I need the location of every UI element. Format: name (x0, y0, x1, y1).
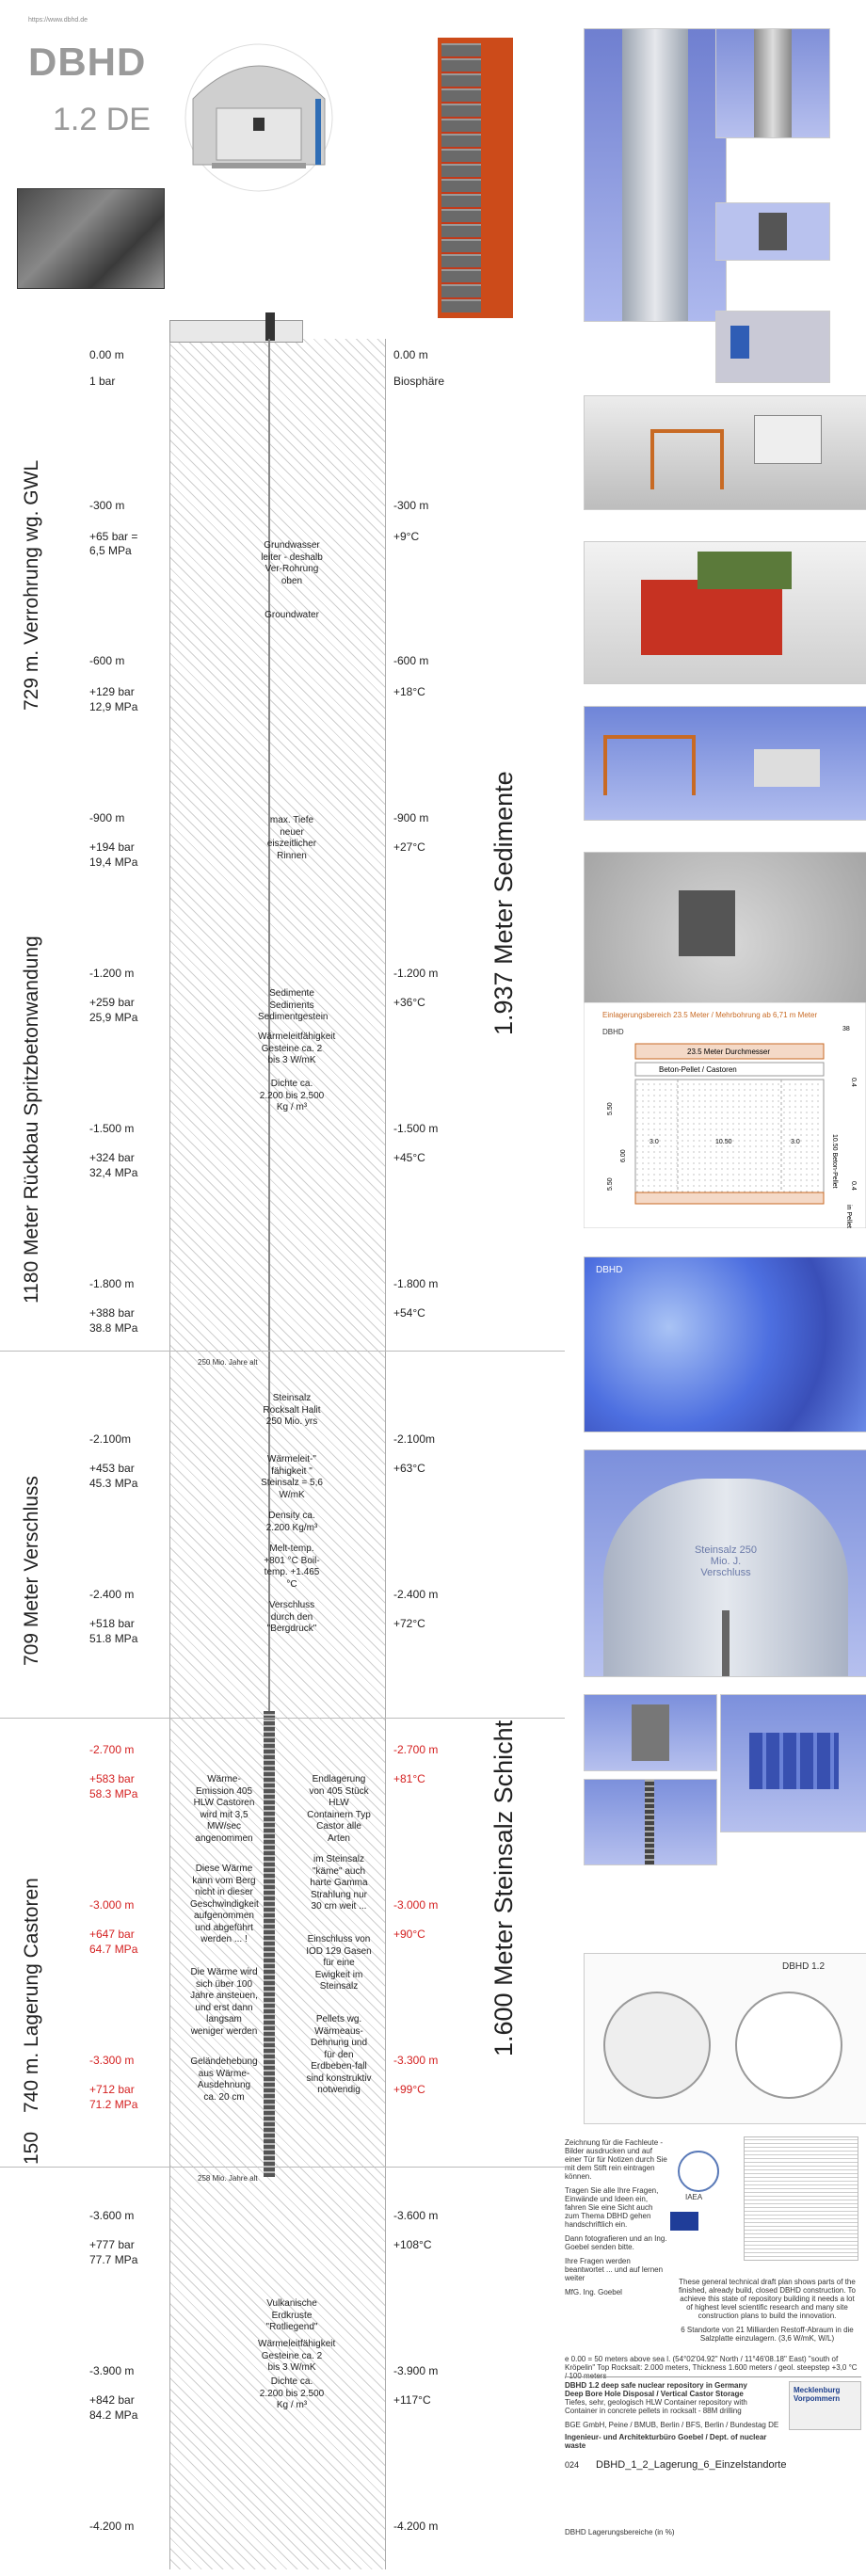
geology-note-14: Pellets wg. Wärmeaus-Dehnung und für den Erdbeben-fall sind konstruktiv notwendig (306, 2014, 372, 2095)
render-borehole-column (584, 28, 727, 322)
footer-note-left (565, 2138, 668, 2296)
geology-note-0: Grundwasser leiter - deshalb Ver-Rohrung oben (261, 540, 323, 586)
plan-pellet: Beton-Pellet / Castoren (659, 1065, 737, 1074)
depth-right-36: +108°C (393, 2238, 432, 2251)
depth-left-0: 0.00 m (89, 348, 124, 361)
geology-note-13: Einschluss von IOD 129 Gasen für eine Ewigkeit im Steinsalz (306, 1934, 372, 1992)
plan-dim-b: 10.50 (715, 1139, 732, 1145)
geology-note-1: Groundwater (265, 610, 319, 620)
depth-left-2: -300 m (89, 499, 125, 512)
geology-note-21: Dichte ca. 2.200 bis 2.500 Kg / m³ (259, 2376, 325, 2410)
depth-left-13: 25,9 MPa (89, 1011, 138, 1024)
depth-left-41: -4.200 m (89, 2520, 135, 2533)
footer-center-1: These general technical draft plan shows parts of the finished, already build, closed DBHD construction. To achieve this state of repository building it needs a lot of highest level scientific research and many site construction plans to build the innovation. (679, 2278, 856, 2320)
depth-right-33: +99°C (393, 2083, 425, 2096)
plan-left-dim-b: 6.00 (620, 1149, 627, 1162)
geology-note-5: Dichte ca. 2.200 bis 2.500 Kg / m³ (259, 1079, 325, 1112)
epoch-label-1: 258 Mio. Jahre alt (198, 2174, 258, 2183)
storage-plan-drawing (584, 1002, 866, 1228)
sheet-name: DBHD_1_2_Lagerung_6_Einzelstandorte (596, 2459, 787, 2471)
depth-left-32: -3.300 m (89, 2054, 135, 2067)
depth-left-34: 71.2 MPa (89, 2098, 138, 2111)
iaea-label: IAEA (685, 2193, 703, 2201)
plan-dbhd-label: DBHD (602, 1028, 624, 1036)
render-storage-string (584, 1779, 717, 1865)
section-divider (0, 1718, 565, 1719)
section-label-rocksalt: 1.600 Meter Steinsalz Schicht (489, 1720, 518, 2056)
render-shaft-segment (715, 202, 830, 261)
mv-logo-text: Mecklenburg Vorpommern (794, 2386, 841, 2403)
geology-note-17: Die Wärme wird sich über 100 Jahre ansteuen, und erst dann langsam weniger werden (190, 1967, 258, 2037)
shaft-top-drawing (174, 42, 344, 193)
render-shaft-closeup (715, 28, 830, 138)
plan-diameter: 23.5 Meter Durchmesser (687, 1048, 771, 1056)
site-plan-title: DBHD 1.2 (782, 1961, 826, 1972)
title-block (565, 2376, 861, 2547)
depth-right-14: -1.500 m (393, 1122, 439, 1135)
plan-left-dim-c: 5.50 (607, 1177, 614, 1191)
depth-right-21: +63°C (393, 1462, 425, 1475)
depth-right-23: -2.400 m (393, 1588, 439, 1601)
depth-left-31: 64.7 MPa (89, 1943, 138, 1956)
render-castor-group (720, 1694, 866, 1832)
castor-storage-string (264, 1711, 275, 2177)
depth-left-23: -2.400 m (89, 1588, 135, 1601)
footer-note-3: Dann fotografieren und an Ing. Goebel senden bitte. (565, 2234, 667, 2251)
depth-left-27: +583 bar (89, 1772, 135, 1785)
render-drill-tower (584, 706, 866, 821)
mv-logo (789, 2381, 861, 2430)
page-url: https://www.dbhd.de (28, 17, 88, 24)
depth-right-35: -3.600 m (393, 2209, 439, 2222)
plan-dim-f: 0.4 (850, 1181, 857, 1191)
title-block-1: DBHD 1.2 deep safe nuclear repository in Germany (565, 2381, 747, 2390)
depth-right-41: -4.200 m (393, 2520, 439, 2533)
geology-note-3: Sedimente Sediments Sedimentgestein (258, 988, 329, 1022)
site-map (584, 1256, 866, 1432)
depth-right-20: -2.100m (393, 1432, 436, 1446)
depth-right-6: +18°C (393, 685, 425, 698)
depth-left-18: +388 bar (89, 1306, 135, 1320)
depth-right-1: Biosphäre (393, 375, 445, 388)
depth-left-35: -3.600 m (89, 2209, 135, 2222)
depth-left-37: 77.7 MPa (89, 2253, 138, 2266)
surface-building (169, 320, 303, 343)
footer-coordinates: e 0.00 = 50 meters above sea l. (54°02'04.92" North / 11°46'08.18" East) "south of Kröpelin" Top Rocksalt: 2.000 meters, Thickness 1.600 meters / geol. steepstep +3,0 °C / 100 meters (565, 2355, 858, 2380)
section-label-sediments: 1.937 Meter Sedimente (489, 771, 518, 1035)
plan-dim-c: 3.0 (791, 1139, 800, 1145)
section-divider (0, 2167, 565, 2168)
geology-note-15: Wärme-Emission 405 HLW Castoren wird mit 3,5 MW/sec angenommen (193, 1774, 255, 1844)
depth-right-0: 0.00 m (393, 348, 428, 361)
epoch-label-0: 250 Mio. Jahre alt (198, 1358, 258, 1367)
depth-right-30: +90°C (393, 1928, 425, 1941)
render-drill-site-2 (584, 541, 866, 684)
depth-left-14: -1.500 m (89, 1122, 135, 1135)
depth-left-25: 51.8 MPa (89, 1632, 138, 1645)
geology-note-12: im Steinsalz "käme" auch harte Gamma Strahlung nur 30 cm weit ... (310, 1854, 368, 1912)
footer-note-1: Zeichnung für die Fachleute - Bilder ausdrucken und auf einer Tür für Notizen durch Sie mit dem Stift rein eintragen können. (565, 2138, 667, 2181)
geology-note-8: Density ca. 2.200 Kg/m³ (265, 1511, 318, 1533)
depth-left-10: 19,4 MPa (89, 856, 138, 869)
title-block-4: BGE GmbH, Peine / BMUB, Berlin / BFS, Berlin / Bundestag DE (565, 2421, 779, 2429)
depth-left-30: +647 bar (89, 1928, 135, 1941)
depth-left-26: -2.700 m (89, 1743, 135, 1756)
geology-note-16: Diese Wärme kann vom Berg nicht in dieser Geschwindigkeit aufgenommen und abgeführt werden ... ! (190, 1864, 259, 1944)
render-castor-cross-section (584, 1694, 717, 1771)
plan-scale-top: 38 (842, 1026, 850, 1032)
depth-left-6: +129 bar (89, 685, 135, 698)
geology-note-19: Vulkanische Erdkruste "Rotliegend" (265, 2298, 318, 2332)
materials-panel (438, 38, 525, 318)
depth-left-9: +194 bar (89, 840, 135, 854)
plan-dim-g: in Pellet (845, 1205, 852, 1228)
project-subtitle: 1.2 DE (53, 102, 151, 137)
bottom-note: DBHD Lagerungsbereiche (in %) (565, 2528, 675, 2536)
depth-right-9: +27°C (393, 840, 425, 854)
surface-tower (265, 312, 275, 341)
render-salt-seal (584, 1449, 866, 1677)
sheet-number: 024 (565, 2460, 580, 2470)
footer-note-4: Ihre Fragen werden beantwortet ... und auf lernen weiter (565, 2257, 664, 2282)
geology-note-6: Steinsalz Rocksalt Halit 250 Mio. yrs (263, 1393, 321, 1427)
depth-right-27: +81°C (393, 1772, 425, 1785)
geology-note-11: Endlagerung von 405 Stück HLW Containern Typ Castor alle Arten (307, 1774, 371, 1844)
depth-left-28: 58.3 MPa (89, 1787, 138, 1800)
depth-left-1: 1 bar (89, 375, 116, 388)
depth-left-8: -900 m (89, 811, 125, 824)
depth-left-39: +842 bar (89, 2393, 135, 2407)
depth-right-32: -3.300 m (393, 2054, 439, 2067)
render-excavator (584, 852, 866, 1004)
depth-right-8: -900 m (393, 811, 429, 824)
depth-left-20: -2.100m (89, 1432, 132, 1446)
section-label-casing: 729 m. Verrohrung wg. GWL (21, 459, 42, 711)
depth-left-5: -600 m (89, 654, 125, 667)
depth-left-21: +453 bar (89, 1462, 135, 1475)
site-plan-drawing (584, 1953, 866, 2124)
depth-left-24: +518 bar (89, 1617, 135, 1630)
depth-right-5: -600 m (393, 654, 429, 667)
plan-dim-e: 0.4 (850, 1078, 857, 1087)
render-pit (715, 311, 830, 383)
depth-right-3: +9°C (393, 530, 420, 543)
section-divider (0, 1351, 565, 1352)
site-photo (17, 188, 165, 289)
depth-right-15: +45°C (393, 1151, 425, 1164)
depth-left-19: 38.8 MPa (89, 1321, 138, 1335)
depth-left-16: 32,4 MPa (89, 1166, 138, 1179)
plan-dim-d: 10.50 Beton-Pellet (831, 1134, 838, 1189)
depth-right-26: -2.700 m (393, 1743, 439, 1756)
map-label: DBHD (596, 1265, 623, 1275)
eu-flag (670, 2212, 698, 2231)
render-drill-site-1 (584, 395, 866, 510)
depth-left-17: -1.800 m (89, 1277, 135, 1290)
depth-right-2: -300 m (393, 499, 429, 512)
depth-right-29: -3.000 m (393, 1898, 439, 1912)
depth-left-12: +259 bar (89, 996, 135, 1009)
plan-title: Einlagerungsbereich 23.5 Meter / Mehrbohrung ab 6,71 m Meter (602, 1011, 818, 1019)
depth-right-12: +36°C (393, 996, 425, 1009)
depth-left-33: +712 bar (89, 2083, 135, 2096)
depth-left-7: 12,9 MPa (89, 700, 138, 713)
footer-center-2: 6 Standorte von 21 Milliarden Restoff-Abraum in die Salzplatte einzulagern. (3,6 W/mK, W/L) (681, 2326, 854, 2343)
depth-left-29: -3.000 m (89, 1898, 135, 1912)
depth-left-4: 6,5 MPa (89, 544, 132, 557)
depth-right-38: -3.900 m (393, 2364, 439, 2377)
plan-left-dim-a: 5.50 (607, 1102, 614, 1115)
depth-right-18: +54°C (393, 1306, 425, 1320)
iaea-logo (678, 2151, 719, 2192)
depth-left-3: +65 bar = (89, 530, 138, 543)
depth-left-11: -1.200 m (89, 967, 135, 980)
document-thumbnail (744, 2136, 858, 2261)
footer-note-5: MfG. Ing. Goebel (565, 2288, 622, 2296)
depth-left-38: -3.900 m (89, 2364, 135, 2377)
materials-label: DBHD Materialien (511, 179, 525, 278)
geology-note-7: Wärmeleit-" fähigkeit " Steinsalz = 5,6 W/mK (261, 1454, 323, 1500)
geology-note-18: Geländehebung aus Wärme-Ausdehnung ca. 20 cm (190, 2056, 258, 2103)
geology-note-4: Wärmeleitfähigkeit Gesteine ca. 2 bis 3 W/mK (258, 1032, 336, 1065)
title-block-5: Ingenieur- und Architekturbüro Goebel / Dept. of nuclear waste (565, 2433, 767, 2450)
geology-note-10: Verschluss durch den "Bergdruck" (266, 1600, 317, 1634)
title-block-3: Tiefes, sehr, geologisch HLW Container repository with Container in concrete pellets in rocksalt - 88M drilling (565, 2398, 747, 2415)
section-label-150: 150 (21, 2131, 42, 2165)
depth-left-15: +324 bar (89, 1151, 135, 1164)
geology-note-2: max. Tiefe neuer eiszeitlicher Rinnen (266, 815, 317, 861)
section-label-shotcrete: 1180 Meter Rückbau Spritzbetonwandung (21, 936, 42, 1304)
geology-note-20: Wärmeleitfähigkeit Gesteine ca. 2 bis 3 W/mK (258, 2339, 336, 2373)
project-title: DBHD (28, 40, 147, 84)
title-block-2: Deep Bore Hole Disposal / Vertical Castor Storage (565, 2390, 744, 2398)
depth-left-22: 45.3 MPa (89, 1477, 138, 1490)
plan-dim-a: 3.0 (650, 1139, 659, 1145)
geology-note-9: Melt-temp. +801 °C Boil-temp. +1.465 °C (264, 1544, 320, 1590)
section-label-seal: 709 Meter Verschluss (21, 1476, 42, 1666)
depth-left-36: +777 bar (89, 2238, 135, 2251)
depth-right-11: -1.200 m (393, 967, 439, 980)
depth-right-39: +117°C (393, 2393, 431, 2407)
footer-note-2: Tragen Sie alle Ihre Fragen, Einwände und Ideen ein, fahren Sie eine Sicht auch zum Thema DBHD gehen handschriftlich ein. (565, 2186, 659, 2229)
section-label-castor-storage: 740 m. Lagerung Castoren (21, 1878, 42, 2113)
depth-right-17: -1.800 m (393, 1277, 439, 1290)
depth-right-24: +72°C (393, 1617, 425, 1630)
salt-seal-text: Steinsalz 250 Mio. J. Verschluss (694, 1544, 758, 1578)
footer-note-center (678, 2278, 857, 2343)
depth-left-40: 84.2 MPa (89, 2408, 138, 2422)
